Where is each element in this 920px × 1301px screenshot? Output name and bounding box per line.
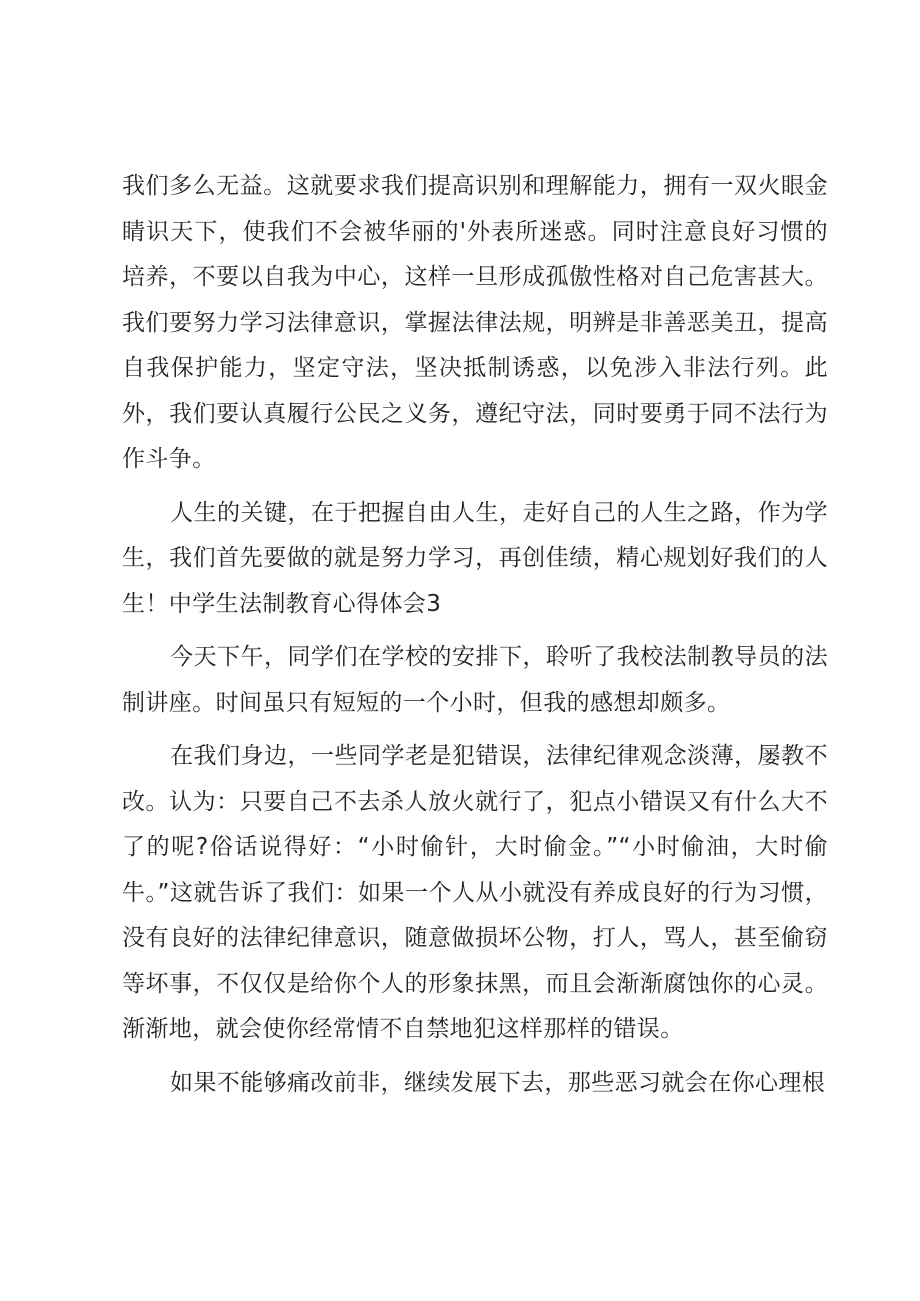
paragraph-mistakes: 在我们身边，一些同学老是犯错误，法律纪律观念淡薄，屡教不改。认为：只要自己不去杀人放火就行了，犯点小错误又有什么大不了的呢?俗话说得好：“小时偷针，大时偷金。”“小时偷油，大时偷牛。”这就告诉了我们：如果一个人从小就没有养成良好的行为习惯，没有良好的法律纪律意识，随意做损坏公物，打人，骂人，甚至偷窃等坏事，不仅仅是给你个人的形象抹黑，而且会渐渐腐蚀你的心灵。渐渐地，就会使你经常情不自禁地犯这样那样的错误。 (122, 743, 828, 1042)
document-body (122, 164, 828, 1114)
paragraph-consequence: 如果不能够痛改前非，继续发展下去，那些恶习就会在你心理根 (170, 1069, 826, 1096)
paragraph-continuation: 我们多么无益。这就要求我们提高识别和理解能力，拥有一双火眼金睛识天下，使我们不会被华丽的'外表所迷惑。同时注意良好习惯的培养，不要以自我为中心，这样一旦形成孤傲性格对自己危害甚大。我们要努力学习法律意识，掌握法律法规，明辨是非善恶美丑，提高自我保护能力，坚定守法，坚决抵制诱惑，以免涉入非法行列。此外，我们要认真履行公民之义务，遵纪守法，同时要勇于同不法行为作斗争。 (122, 173, 828, 472)
paragraph-life-key: 人生的关键，在于把握自由人生，走好自己的人生之路，作为学生，我们首先要做的就是努力学习，再创佳绩，精心规划好我们的人生！中学生法制教育心得体会3 (122, 499, 828, 617)
paragraph-lecture: 今天下午，同学们在学校的安排下，聆听了我校法制教导员的法制讲座。时间虽只有短短的一个小时，但我的感想却颇多。 (122, 644, 828, 716)
